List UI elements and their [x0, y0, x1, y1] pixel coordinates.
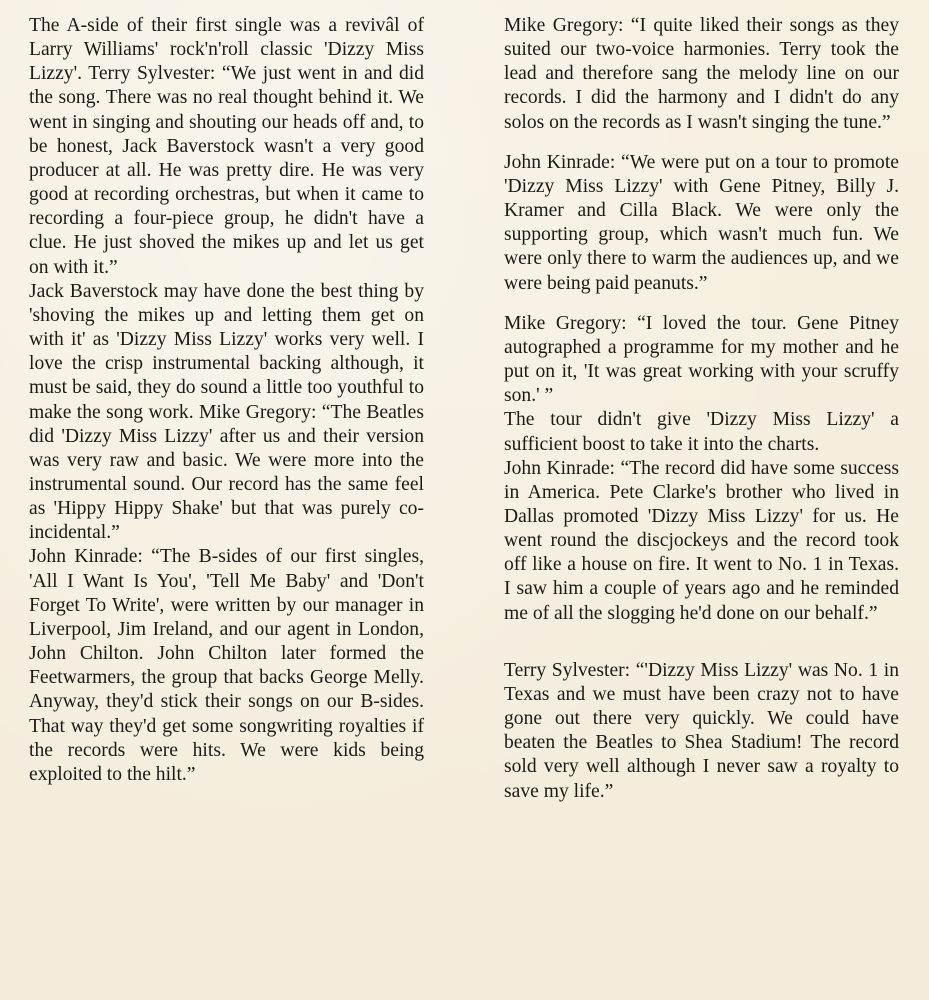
paragraph-baverstock-shoving-mikes: Jack Baverstock may have done the best thing by 'shoving the mikes up and letting them get on with it' as 'Dizzy Miss Lizzy' works very well. I love the crisp instrumental backing although, it must be said, they do sound a little too youthful to make the song work. Mike Gregory: “The Beatles did 'Dizzy Miss Lizzy' after us and their version was very raw and basic. We were more into the instrumental sound. Our record has the same feel as 'Hippy Hippy Shake' but that was purely coincidental.”	[29, 280, 424, 544]
paragraph-kinrade-tour: John Kinrade: “We were put on a tour to promote 'Dizzy Miss Lizzy' with Gene Pitney, Billy J. Kramer and Cilla Black. We were only the supporting group, which wasn't much fun. We were only there to warm the audiences up, and we were being paid peanuts.”	[504, 151, 899, 294]
paragraph-kinrade-america-texas: John Kinrade: “The record did have some success in America. Pete Clarke's brother who lived in Dallas promoted 'Dizzy Miss Lizzy' for us. He went round the discjockeys and the record took off like a house on fire. It went to No. 1 in Texas. I saw him a couple of years ago and he reminded me of all the slogging he'd done on our behalf.”	[504, 457, 899, 624]
paragraph-kinrade-b-sides: John Kinrade: “The B-sides of our first singles, 'All I Want Is You', 'Tell Me Baby' and 'Don't Forget To Write', were written by our manager in Liverpool, Jim Ireland, and our agent in London, John Chilton. John Chilton later formed the Feetwarmers, the group that backs George Melly. Anyway, they'd stick their songs on our B-sides. That way they'd get some songwriting royalties if the records were hits. We were kids being exploited to the hilt.”	[29, 546, 424, 785]
paragraph-tour-no-boost: The tour didn't give 'Dizzy Miss Lizzy' a sufficient boost to take it into the charts.	[504, 409, 899, 455]
paragraph-gregory-two-voice-harmonies: Mike Gregory: “I quite liked their songs as they suited our two-voice harmonies. Terry took the lead and therefore sang the melody line on our records. I did the harmony and I didn't do any solos on the records as I wasn't singing the tune.”	[504, 15, 899, 133]
right-column	[504, 14, 899, 804]
left-column	[29, 14, 424, 787]
paragraph-sylvester-shea-stadium: Terry Sylvester: “'Dizzy Miss Lizzy' was No. 1 in Texas and we must have been crazy not to have gone out there very quickly. We could have beaten the Beatles to Shea Stadium! The record sold very well although I never saw a royalty to save my life.”	[504, 659, 899, 802]
paragraph-a-side-dizzy-miss-lizzy: The A-side of their first single was a revivâl of Larry Williams' rock'n'roll classic 'Dizzy Miss Lizzy'. Terry Sylvester: “We just went in and did the song. There was no real thought behind it. We went in singing and shouting our heads off and, to be honest, Jack Baverstock wasn't a very good producer at all. He was pretty dire. He was very good at recording orchestras, but when it came to recording a four-piece group, he didn't have a clue. He just shoved the mikes up and let us get on with it.”	[29, 15, 424, 278]
paragraph-gregory-loved-tour: Mike Gregory: “I loved the tour. Gene Pitney autographed a programme for my mother and he put on it, 'It was great working with your scruffy son.' ”	[504, 312, 899, 407]
